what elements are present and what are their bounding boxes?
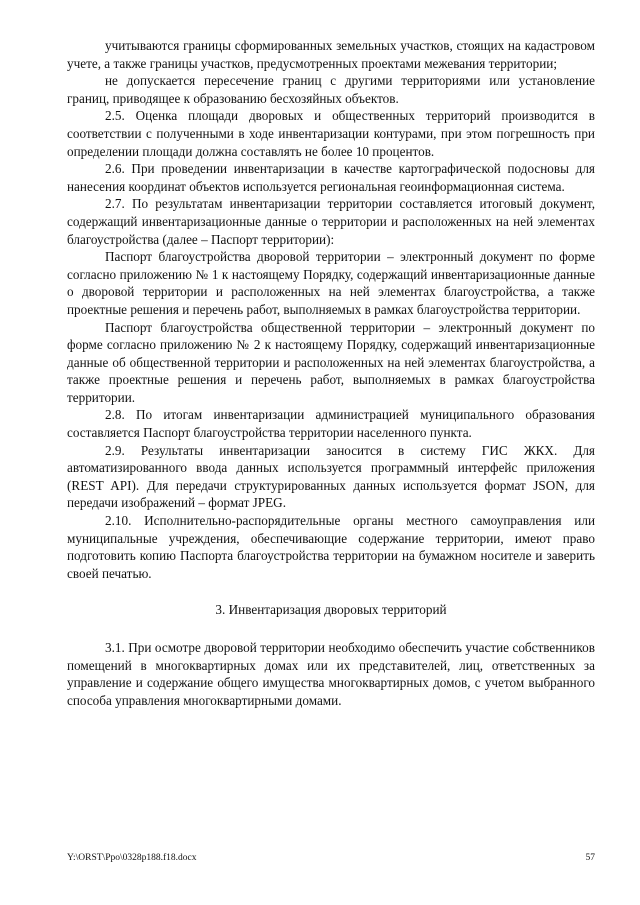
paragraph-2-8: 2.8. По итогам инвентаризации администрацией муниципального образования составляется Паспорт благоустройства территории населенного пункта. [67,407,595,441]
footer-file-path: Y:\ORST\Ppo\0328p188.f18.docx [67,853,197,863]
paragraph-2-5: 2.5. Оценка площади дворовых и общественных территорий производится в соответствии с полученными в ходе инвентаризации контурами, при этом погрешность при определении площади должна составлять не более 10 процентов. [67,108,595,159]
paragraph-2-6: 2.6. При проведении инвентаризации в качестве картографической подосновы для нанесения координат объектов используется региональная геоинформационная система. [67,161,595,194]
document-body [67,37,595,709]
footer-page-number: 57 [585,853,595,863]
section-heading: 3. Инвентаризация дворовых территорий [215,602,447,618]
paragraph-cadastral-boundaries: учитываются границы сформированных земельных участков, стоящих на кадастровом учете, а также границы участков, предусмотренных проектами межевания территории; [67,38,595,71]
paragraph-3-1: 3.1. При осмотре дворовой территории необходимо обеспечить участие собственников помещений в многоквартирных домах или их представителей, лиц, ответственных за управление и содержание общего имущества многоквартирных домов, с учетом выбранного способа управления многоквартирными домами. [67,640,595,708]
paragraph-public-passport: Паспорт благоустройства общественной территории – электронный документ по форме согласно приложению № 2 к настоящему Порядку, содержащий инвентаризационные данные об общественной территории и расположенных на ней элементах благоустройства, а также проектные решения и перечень работ, выполняемых в рамках благоустройства территории. [67,319,595,405]
paragraph-2-7: 2.7. По результатам инвентаризации территории составляется итоговый документ, содержащий инвентаризационные данные о территории и расположенных на ней элементах благоустройства (далее – Паспорт территории): [67,196,595,247]
paragraph-no-boundary-overlap: не допускается пересечение границ с другими территориями или установление границ, приводящее к образованию бесхозяйных объектов. [67,73,595,106]
paragraph-yard-passport: Паспорт благоустройства дворовой территории – электронный документ по форме согласно приложению № 1 к настоящему Порядку, содержащий инвентаризационные данные о дворовой территории и расположенных на ней элементах благоустройства, а также проектные решения и перечень работ, выполняемых в рамках благоустройства территории. [67,249,595,317]
paragraph-2-9: 2.9. Результаты инвентаризации заносится в систему ГИС ЖКХ. Для автоматизированного ввода данных используется программный интерфейс приложения (REST API). Для передачи структурированных данных используется формат JSON, для передачи изображений – формат JPEG. [67,442,595,511]
paragraph-2-10: 2.10. Исполнительно-распорядительные органы местного самоуправления или муниципальные учреждения, обеспечивающие содержание территории, имеют право подготовить копию Паспорта благоустройства территории на бумажном носителе и заверить своей печатью. [67,513,595,581]
